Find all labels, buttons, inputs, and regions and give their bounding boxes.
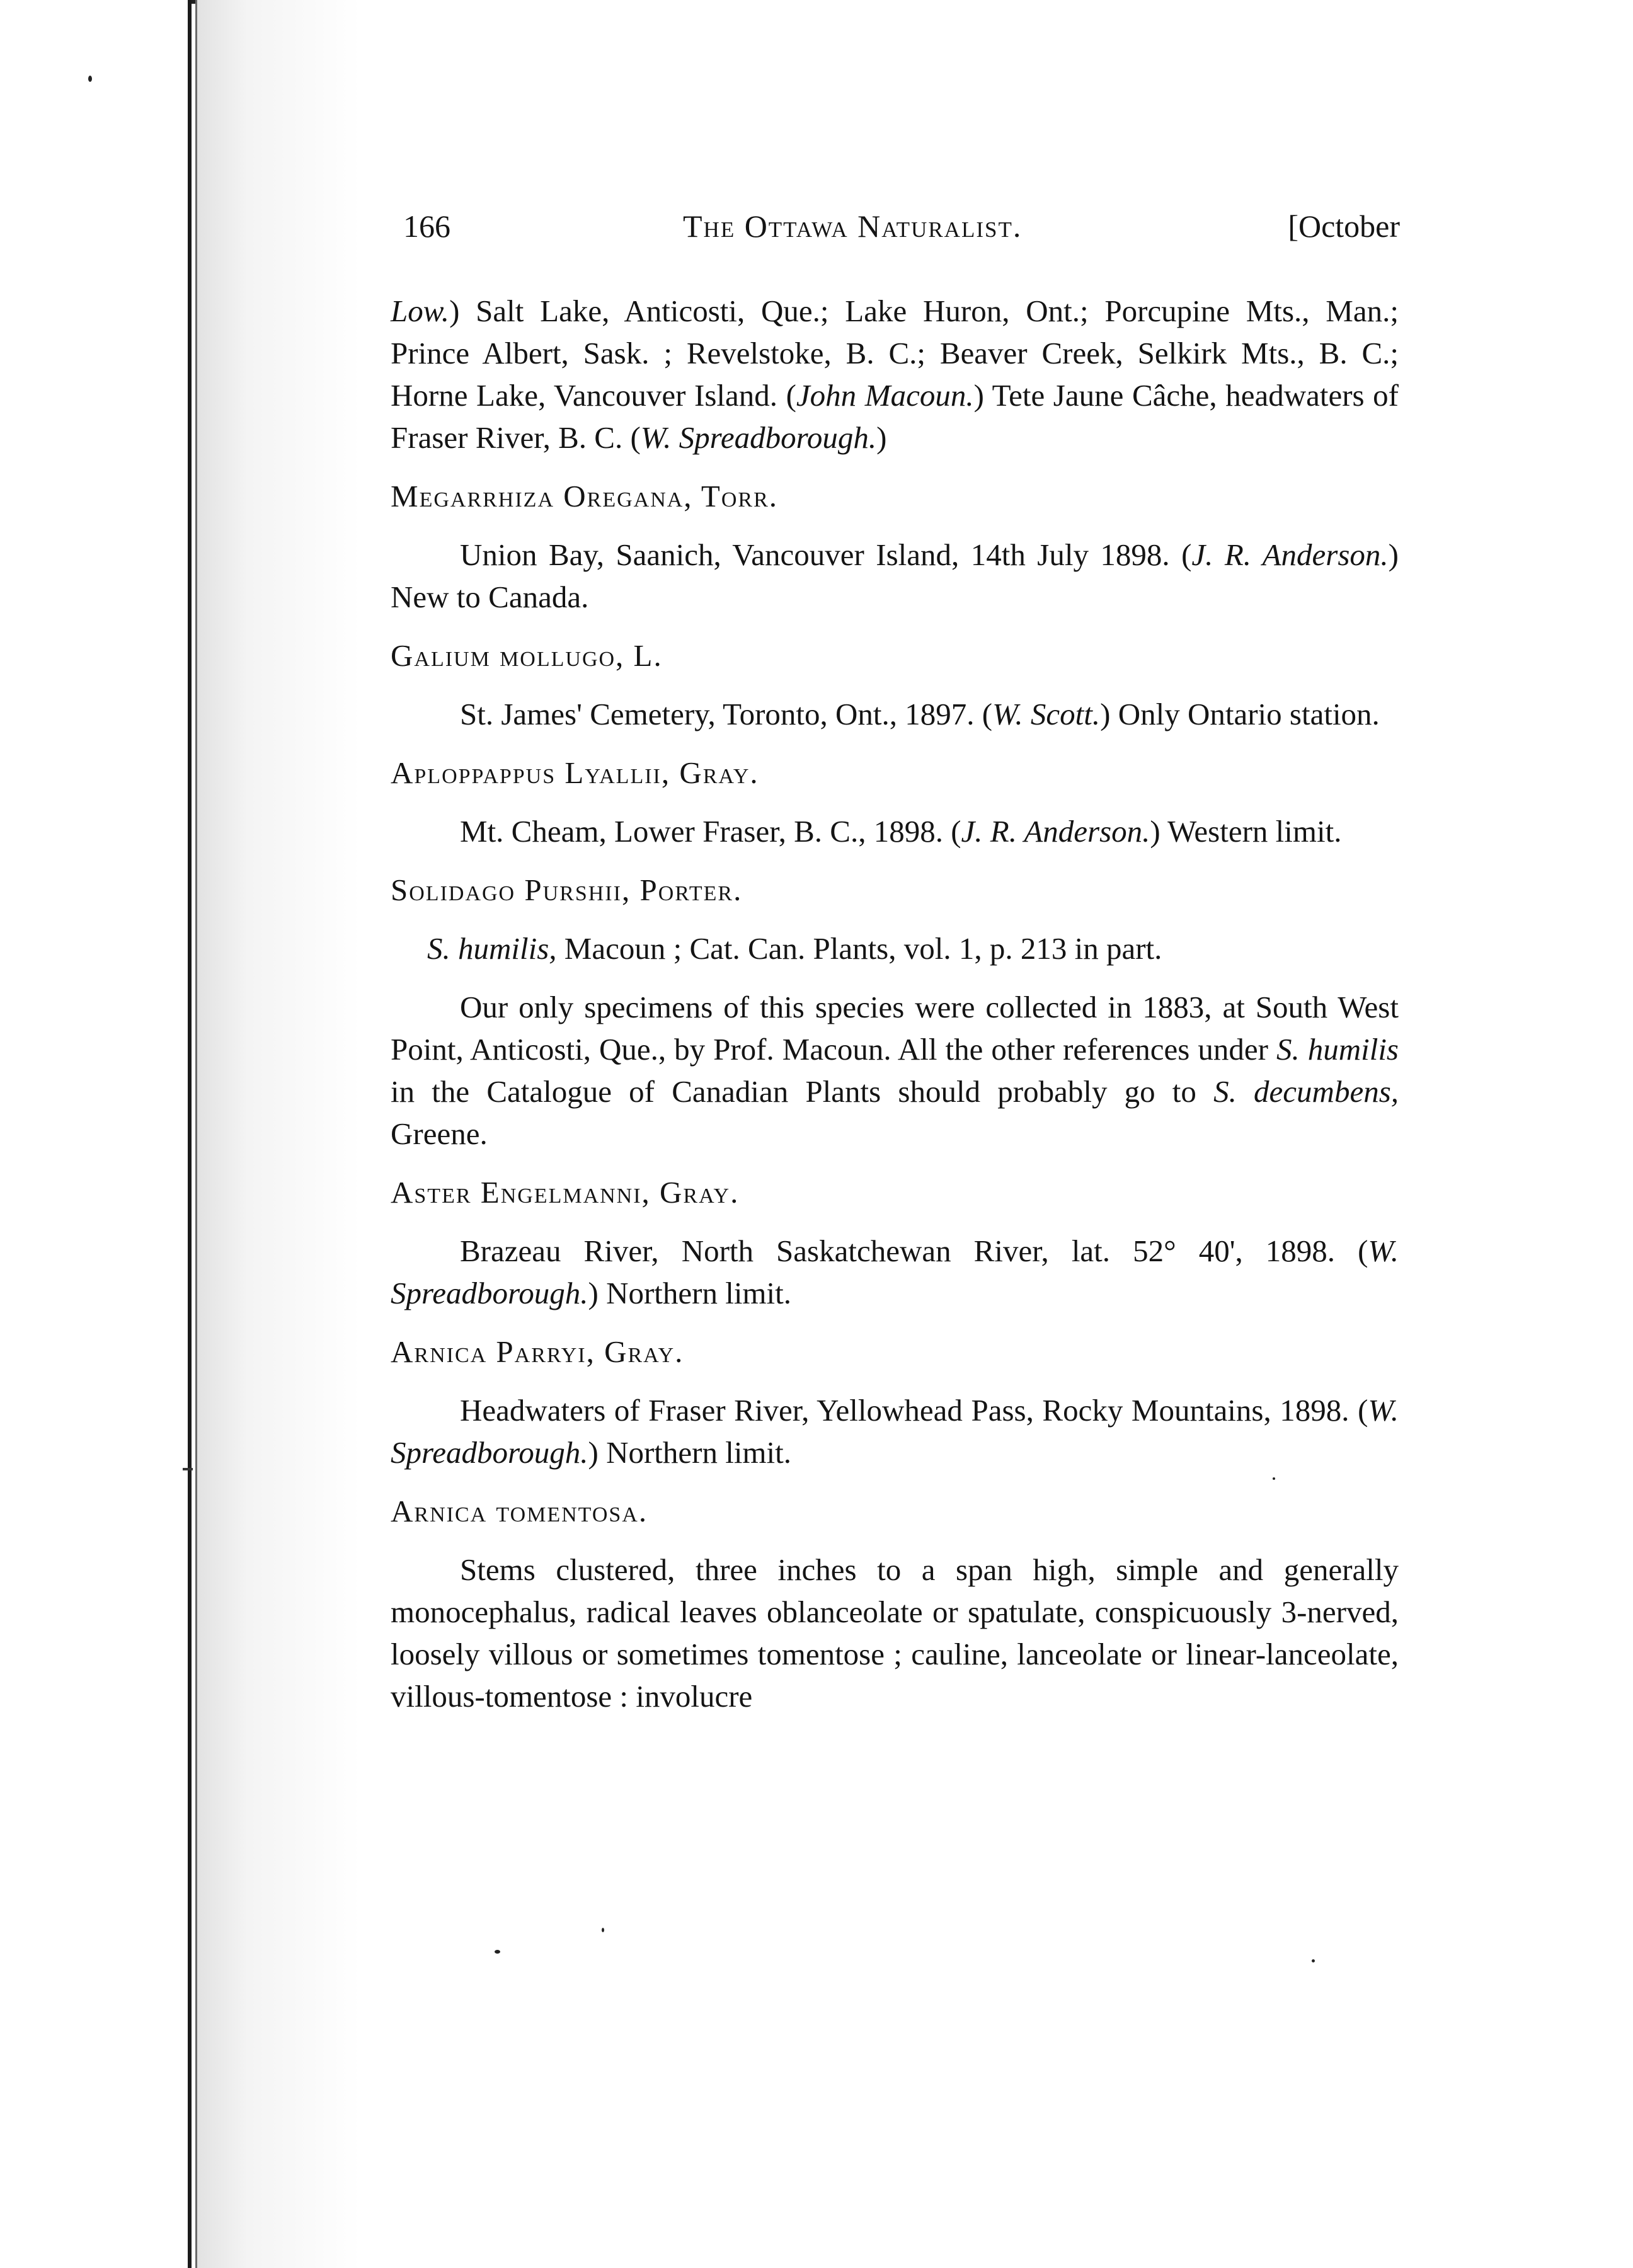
paragraph-solidago: Our only specimens of this species were collected in 1883, at South West Point, Anticosti, Que., by Prof. Macoun. All the other references under S. humilis in the Catalogue of Canadian Plants should probably go to S. decumbens, Greene. <box>391 990 1399 1151</box>
synonym-line: S. humilis, Macoun ; Cat. Can. Plants, vol. 1, p. 213 in part. <box>427 931 1162 966</box>
binding-edge <box>188 0 192 2268</box>
speck <box>1312 1959 1315 1962</box>
running-head <box>391 208 1399 258</box>
collector-name: W. Scott. <box>992 697 1101 731</box>
gutter-mark <box>183 1468 193 1470</box>
species-heading-galium: Galium mollugo, L. <box>391 638 663 673</box>
species-heading-aster: Aster Engelmanni, Gray. <box>391 1175 740 1210</box>
paragraph-galium: St. James' Cemetery, Toronto, Ont., 1897. (W. Scott.) Only Ontario station. <box>460 697 1380 731</box>
collector-name: John Macoun. <box>796 378 974 413</box>
paragraph-arnica-parryi: Headwaters of Fraser River, Yellowhead Pass, Rocky Mountains, 1898. (W. Spreadborough.) Northern limit. <box>391 1393 1399 1470</box>
speck <box>88 76 92 82</box>
species-heading-arnica-tomentosa: Arnica tomentosa. <box>391 1494 648 1528</box>
speck <box>602 1928 604 1932</box>
journal-title: The Ottawa Naturalist. <box>683 209 1023 244</box>
speck <box>495 1950 500 1954</box>
page-number: 166 <box>403 209 450 244</box>
species-heading-solidago: Solidago Purshii, Porter. <box>391 873 743 907</box>
paragraph-localities: Low.) Salt Lake, Anticosti, Que.; Lake Huron, Ont.; Porcupine Mts., Man.; Prince Albert, Sask. ; Revelstoke, B. C.; Beaver Creek, Selkirk Mts., B. C.; Horne Lake, Vancouver Island. (John Macoun.) Tete Jaune Câche, headwaters of Fraser River, B. C. (W. Spreadborough.) <box>391 294 1399 455</box>
collector-name: W. Spreadborough. <box>391 1393 1399 1470</box>
synonym-name: S. humilis, <box>427 931 557 966</box>
paragraph-aploppappus: Mt. Cheam, Lower Fraser, B. C., 1898. (J. R. Anderson.) Western limit. <box>460 814 1342 849</box>
collector-name: J. R. Anderson. <box>961 814 1150 849</box>
species-heading-arnica-parryi: Arnica Parryi, Gray. <box>391 1334 684 1369</box>
scan-gutter <box>0 0 189 2268</box>
species-reference: S. humilis <box>1276 1032 1399 1067</box>
collector-name: W. Spreadborough. <box>391 1234 1399 1310</box>
species-reference: S. decumbens, <box>1213 1074 1399 1109</box>
species-heading-megarrhiza: Megarrhiza Oregana, Torr. <box>391 479 779 513</box>
collector-name: Low. <box>391 294 450 328</box>
article-body <box>391 290 1399 1717</box>
collector-name: J. R. Anderson. <box>1191 537 1389 572</box>
collector-name: W. Spreadborough. <box>640 420 877 455</box>
paragraph-megarrhiza: Union Bay, Saanich, Vancouver Island, 14th July 1898. (J. R. Anderson.) New to Canada. <box>391 537 1399 614</box>
paragraph-aster: Brazeau River, North Saskatchewan River, lat. 52° 40', 1898. (W. Spreadborough.) Northern limit. <box>391 1234 1399 1310</box>
species-heading-aploppappus: Aploppappus Lyallii, Gray. <box>391 755 759 790</box>
paragraph-arnica-tomentosa: Stems clustered, three inches to a span high, simple and generally monocephalus, radical leaves oblanceolate or spatulate, conspicuously 3-nerved, loosely villous or sometimes tomentose ; cauline, lanceolate or linear-lanceolate, villous-tomentose : involucre <box>391 1552 1399 1714</box>
issue-month: [October <box>1288 209 1400 244</box>
